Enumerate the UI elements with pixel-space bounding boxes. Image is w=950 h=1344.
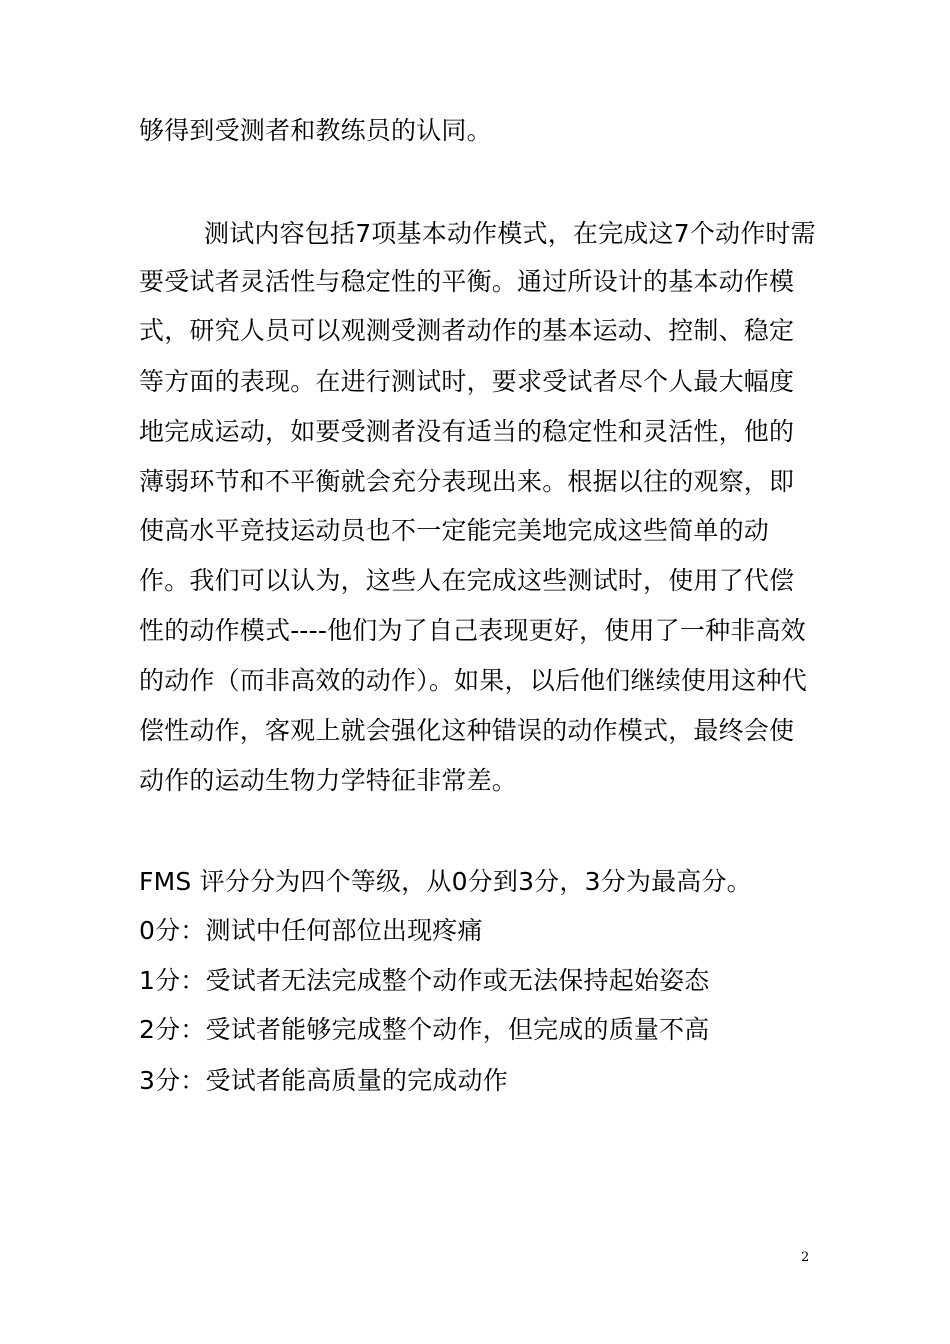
paragraph-line: 薄弱环节和不平衡就会充分表现出来。根据以往的观察，即	[139, 467, 795, 496]
score-1-line: 1分：受试者无法完成整个动作或无法保持起始姿态	[139, 966, 710, 995]
paragraph-line: 式，研究人员可以观测受测者动作的基本运动、控制、稳定	[139, 316, 795, 345]
paragraph-line: 性的动作模式----他们为了自己表现更好，使用了一种非高效	[139, 616, 806, 645]
score-3-line: 3分：受试者能高质量的完成动作	[139, 1066, 508, 1095]
paragraph-line: 的动作（而非高效的动作）。如果，以后他们继续使用这种代	[139, 666, 807, 695]
paragraph-line: 使高水平竞技运动员也不一定能完美地完成这些简单的动	[139, 516, 770, 545]
paragraph-line: 动作的运动生物力学特征非常差。	[139, 766, 518, 795]
paragraph-line: 够得到受测者和教练员的认同。	[139, 116, 492, 145]
score-0-line: 0分：测试中任何部位出现疼痛	[139, 916, 483, 945]
paragraph-line: 作。我们可以认为，这些人在完成这些测试时，使用了代偿	[139, 566, 795, 595]
page-number: 2	[801, 1250, 810, 1265]
paragraph-line: 等方面的表现。在进行测试时，要求受试者尽个人最大幅度	[139, 367, 795, 396]
paragraph-line: 要受试者灵活性与稳定性的平衡。通过所设计的基本动作模	[139, 267, 795, 296]
paragraph-line: 偿性动作，客观上就会强化这种错误的动作模式，最终会使	[139, 716, 795, 745]
scoring-summary-line: FMS 评分分为四个等级，从0分到3分，3分为最高分。	[139, 867, 752, 896]
paragraph-line: 地完成运动，如要受测者没有适当的稳定性和灵活性，他的	[139, 417, 795, 446]
score-2-line: 2分：受试者能够完成整个动作，但完成的质量不高	[139, 1015, 710, 1044]
paragraph-line: 测试内容包括7项基本动作模式，在完成这7个动作时需	[204, 219, 816, 248]
